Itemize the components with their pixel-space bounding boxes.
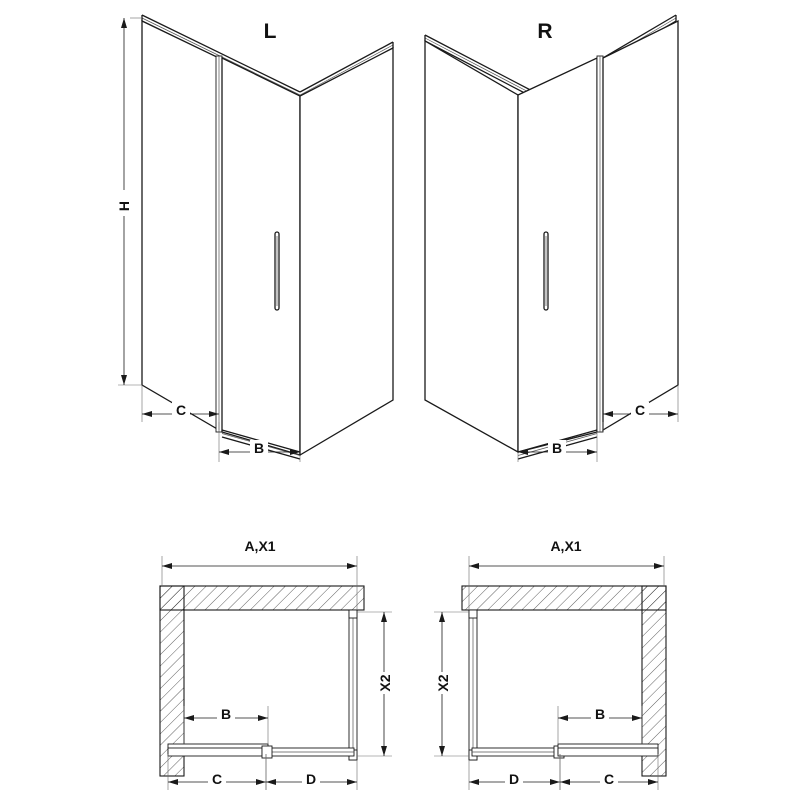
fixed-panel-right-of-door — [300, 48, 393, 455]
corner-post-left — [216, 56, 222, 432]
side-panel-glass-left — [142, 21, 219, 430]
dimension-x2-left — [357, 612, 396, 756]
door-track-plan-left — [168, 744, 268, 756]
door-handle-right[interactable] — [544, 232, 548, 310]
dimension-label-b-right: B — [551, 440, 563, 456]
door-glass-right — [518, 58, 597, 452]
dimension-label-b-left: B — [253, 440, 265, 456]
elevation-right-view — [425, 15, 678, 462]
variant-label-left: L — [263, 20, 277, 43]
dimension-label-c-right: C — [634, 402, 646, 418]
dimension-label-d-plan-left: D — [305, 771, 317, 787]
dimension-label-c-left: C — [175, 402, 187, 418]
side-panel-glass-right — [603, 21, 678, 430]
dimension-label-b-plan-right: B — [594, 706, 606, 722]
door-handle-left[interactable] — [275, 232, 279, 310]
dimension-label-a-x1-right: A,X1 — [550, 538, 582, 554]
dimension-label-a-x1-left: A,X1 — [244, 538, 276, 554]
corner-post-right — [597, 56, 603, 432]
wall-top-plan-right — [462, 586, 666, 610]
dimension-d-plan-left — [266, 754, 357, 790]
dimension-x2-right — [430, 612, 469, 756]
door-glass-left — [222, 58, 300, 455]
dimension-b-plan-left — [184, 705, 268, 744]
dimension-d-plan-right — [469, 754, 560, 790]
dimension-label-c-plan-left: C — [211, 771, 223, 787]
plan-right-view — [430, 536, 666, 790]
dimension-label-d-plan-right: D — [508, 771, 520, 787]
dimension-label-x2-right: X2 — [435, 674, 451, 692]
wall-top-plan-left — [160, 586, 364, 610]
door-panel-plan-right — [472, 746, 564, 758]
fixed-panel-left-of-door — [425, 41, 518, 452]
dimension-b-plan-right — [558, 705, 642, 744]
dimension-label-c-plan-right: C — [603, 771, 615, 787]
variant-label-right: R — [537, 20, 553, 43]
side-panel-plan-right — [469, 610, 477, 760]
side-panel-plan-left — [349, 610, 357, 760]
door-track-plan-right — [558, 744, 658, 756]
plan-left-view — [160, 536, 396, 790]
dimension-label-h: H — [116, 200, 132, 212]
elevation-left-view — [112, 15, 393, 462]
dimension-label-x2-left: X2 — [377, 674, 393, 692]
door-panel-plan-left — [262, 746, 354, 758]
dimension-label-b-plan-left: B — [220, 706, 232, 722]
dimension-h-left — [112, 18, 142, 385]
